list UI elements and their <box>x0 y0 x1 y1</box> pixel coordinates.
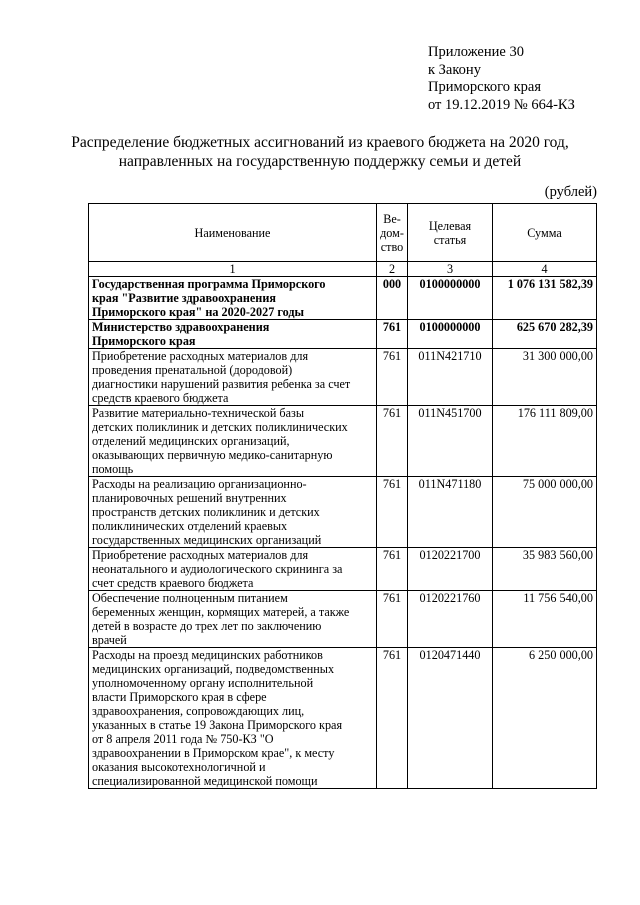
column-number: 1 <box>89 262 377 277</box>
row-name-line: края "Развитие здравоохранения <box>92 291 276 305</box>
row-name-line: здравоохранении в Приморском крае", к месту <box>92 746 335 760</box>
row-target: 0120471440 <box>408 648 493 789</box>
row-sum: 31 300 000,00 <box>493 349 597 406</box>
row-name-line: врачей <box>92 633 127 647</box>
table-row <box>89 648 597 789</box>
row-name <box>89 477 377 548</box>
row-ved: 761 <box>377 320 408 349</box>
row-sum: 176 111 809,00 <box>493 406 597 477</box>
row-target: 011N451700 <box>408 406 493 477</box>
header-ved-line: Ве- <box>383 211 401 226</box>
row-ved: 761 <box>377 548 408 591</box>
row-name-line: помощь <box>92 462 134 476</box>
row-name-line: Приморского края" на 2020-2027 годы <box>92 305 305 319</box>
table-row <box>89 591 597 648</box>
currency-unit: (рублей) <box>544 184 597 200</box>
row-name <box>89 406 377 477</box>
row-name-line: диагностики нарушений развития ребенка за счет <box>92 377 351 391</box>
row-sum: 11 756 540,00 <box>493 591 597 648</box>
row-name <box>89 591 377 648</box>
row-ved: 000 <box>377 277 408 320</box>
row-name-line: Развитие материально-технической базы <box>92 406 305 420</box>
table-body <box>89 277 597 789</box>
appendix-note <box>428 44 575 114</box>
document-title <box>0 133 640 171</box>
table-row <box>89 349 597 406</box>
row-sum: 1 076 131 582,39 <box>493 277 597 320</box>
row-name-line: Приморского края <box>92 334 196 348</box>
row-target: 011N471180 <box>408 477 493 548</box>
row-name-line: оказывающих первичную медико-санитарную <box>92 448 333 462</box>
column-number: 3 <box>408 262 493 277</box>
table-row <box>89 406 597 477</box>
row-name-line: от 8 апреля 2011 года № 750-КЗ "О <box>92 732 274 746</box>
row-name <box>89 320 377 349</box>
row-target: 0100000000 <box>408 277 493 320</box>
table-row <box>89 320 597 349</box>
row-name-line: детских поликлиник и детских поликлинических <box>92 420 348 434</box>
row-ved: 761 <box>377 406 408 477</box>
budget-table <box>88 203 597 789</box>
table-row <box>89 477 597 548</box>
row-sum: 6 250 000,00 <box>493 648 597 789</box>
row-name-line: оказания высокотехнологичной и <box>92 760 266 774</box>
row-name-line: Государственная программа Приморского <box>92 277 326 291</box>
appendix-line: к Закону <box>428 61 481 78</box>
row-name <box>89 548 377 591</box>
row-name-line: Министерство здравоохранения <box>92 320 270 334</box>
header-target-line: статья <box>433 232 467 247</box>
row-name-line: медицинских организаций, подведомственных <box>92 662 335 676</box>
row-name <box>89 277 377 320</box>
row-name-line: указанных в статье 19 Закона Приморского края <box>92 718 343 732</box>
row-name-line: неонатального и аудиологического скрининга за <box>92 562 343 576</box>
row-name-line: Приобретение расходных материалов для <box>92 548 309 562</box>
header-sum: Сумма <box>493 204 597 262</box>
header-target-line: Целевая <box>428 218 472 233</box>
header-ved-line: дом- <box>380 225 404 240</box>
row-name-line: Расходы на реализацию организационно- <box>92 477 307 491</box>
title-line: Распределение бюджетных ассигнований из краевого бюджета на 2020 год, <box>71 134 569 151</box>
row-name-line: уполномоченному органу исполнительной <box>92 676 314 690</box>
header-name: Наименование <box>89 204 377 262</box>
row-ved: 761 <box>377 591 408 648</box>
table-row <box>89 548 597 591</box>
row-ved: 761 <box>377 477 408 548</box>
row-name-line: Расходы на проезд медицинских работников <box>92 648 323 662</box>
row-name-line: планировочных решений внутренних <box>92 491 287 505</box>
title-line: направленных на государственную поддержку семьи и детей <box>118 153 522 170</box>
row-sum: 75 000 000,00 <box>493 477 597 548</box>
row-name <box>89 349 377 406</box>
row-name-line: поликлинических отделений краевых <box>92 519 288 533</box>
header-ved-line: ство <box>380 239 404 254</box>
header-target <box>408 204 493 262</box>
row-name-line: средств краевого бюджета <box>92 391 229 405</box>
appendix-line: от 19.12.2019 № 664-КЗ <box>428 96 575 113</box>
row-target: 0120221700 <box>408 548 493 591</box>
row-name-line: проведения пренатальной (дородовой) <box>92 363 293 377</box>
row-name-line: беременных женщин, кормящих матерей, а также <box>92 605 350 619</box>
header-row <box>89 204 597 262</box>
appendix-line: Приморского края <box>428 79 542 95</box>
row-name-line: специализированной медицинской помощи <box>92 774 318 788</box>
row-name-line: государственных медицинских организаций <box>92 533 322 547</box>
row-sum: 625 670 282,39 <box>493 320 597 349</box>
row-name-line: детей в возрасте до трех лет по заключению <box>92 619 322 633</box>
column-number: 2 <box>377 262 408 277</box>
row-name-line: отделений медицинских организаций, <box>92 434 290 448</box>
row-target: 011N421710 <box>408 349 493 406</box>
row-name-line: пространств детских поликлиник и детских <box>92 505 320 519</box>
row-name-line: счет средств краевого бюджета <box>92 576 254 590</box>
row-name <box>89 648 377 789</box>
table-row <box>89 277 597 320</box>
row-ved: 761 <box>377 349 408 406</box>
row-target: 0100000000 <box>408 320 493 349</box>
row-name-line: Обеспечение полноценным питанием <box>92 591 288 605</box>
column-number-row <box>89 262 597 277</box>
appendix-line: Приложение 30 <box>428 44 524 60</box>
column-number: 4 <box>493 262 597 277</box>
row-name-line: здравоохранения, сопровождающих лиц, <box>92 704 305 718</box>
row-ved: 761 <box>377 648 408 789</box>
header-ved <box>377 204 408 262</box>
row-sum: 35 983 560,00 <box>493 548 597 591</box>
row-name-line: Приобретение расходных материалов для <box>92 349 309 363</box>
row-name-line: власти Приморского края в сфере <box>92 690 267 704</box>
row-target: 0120221760 <box>408 591 493 648</box>
